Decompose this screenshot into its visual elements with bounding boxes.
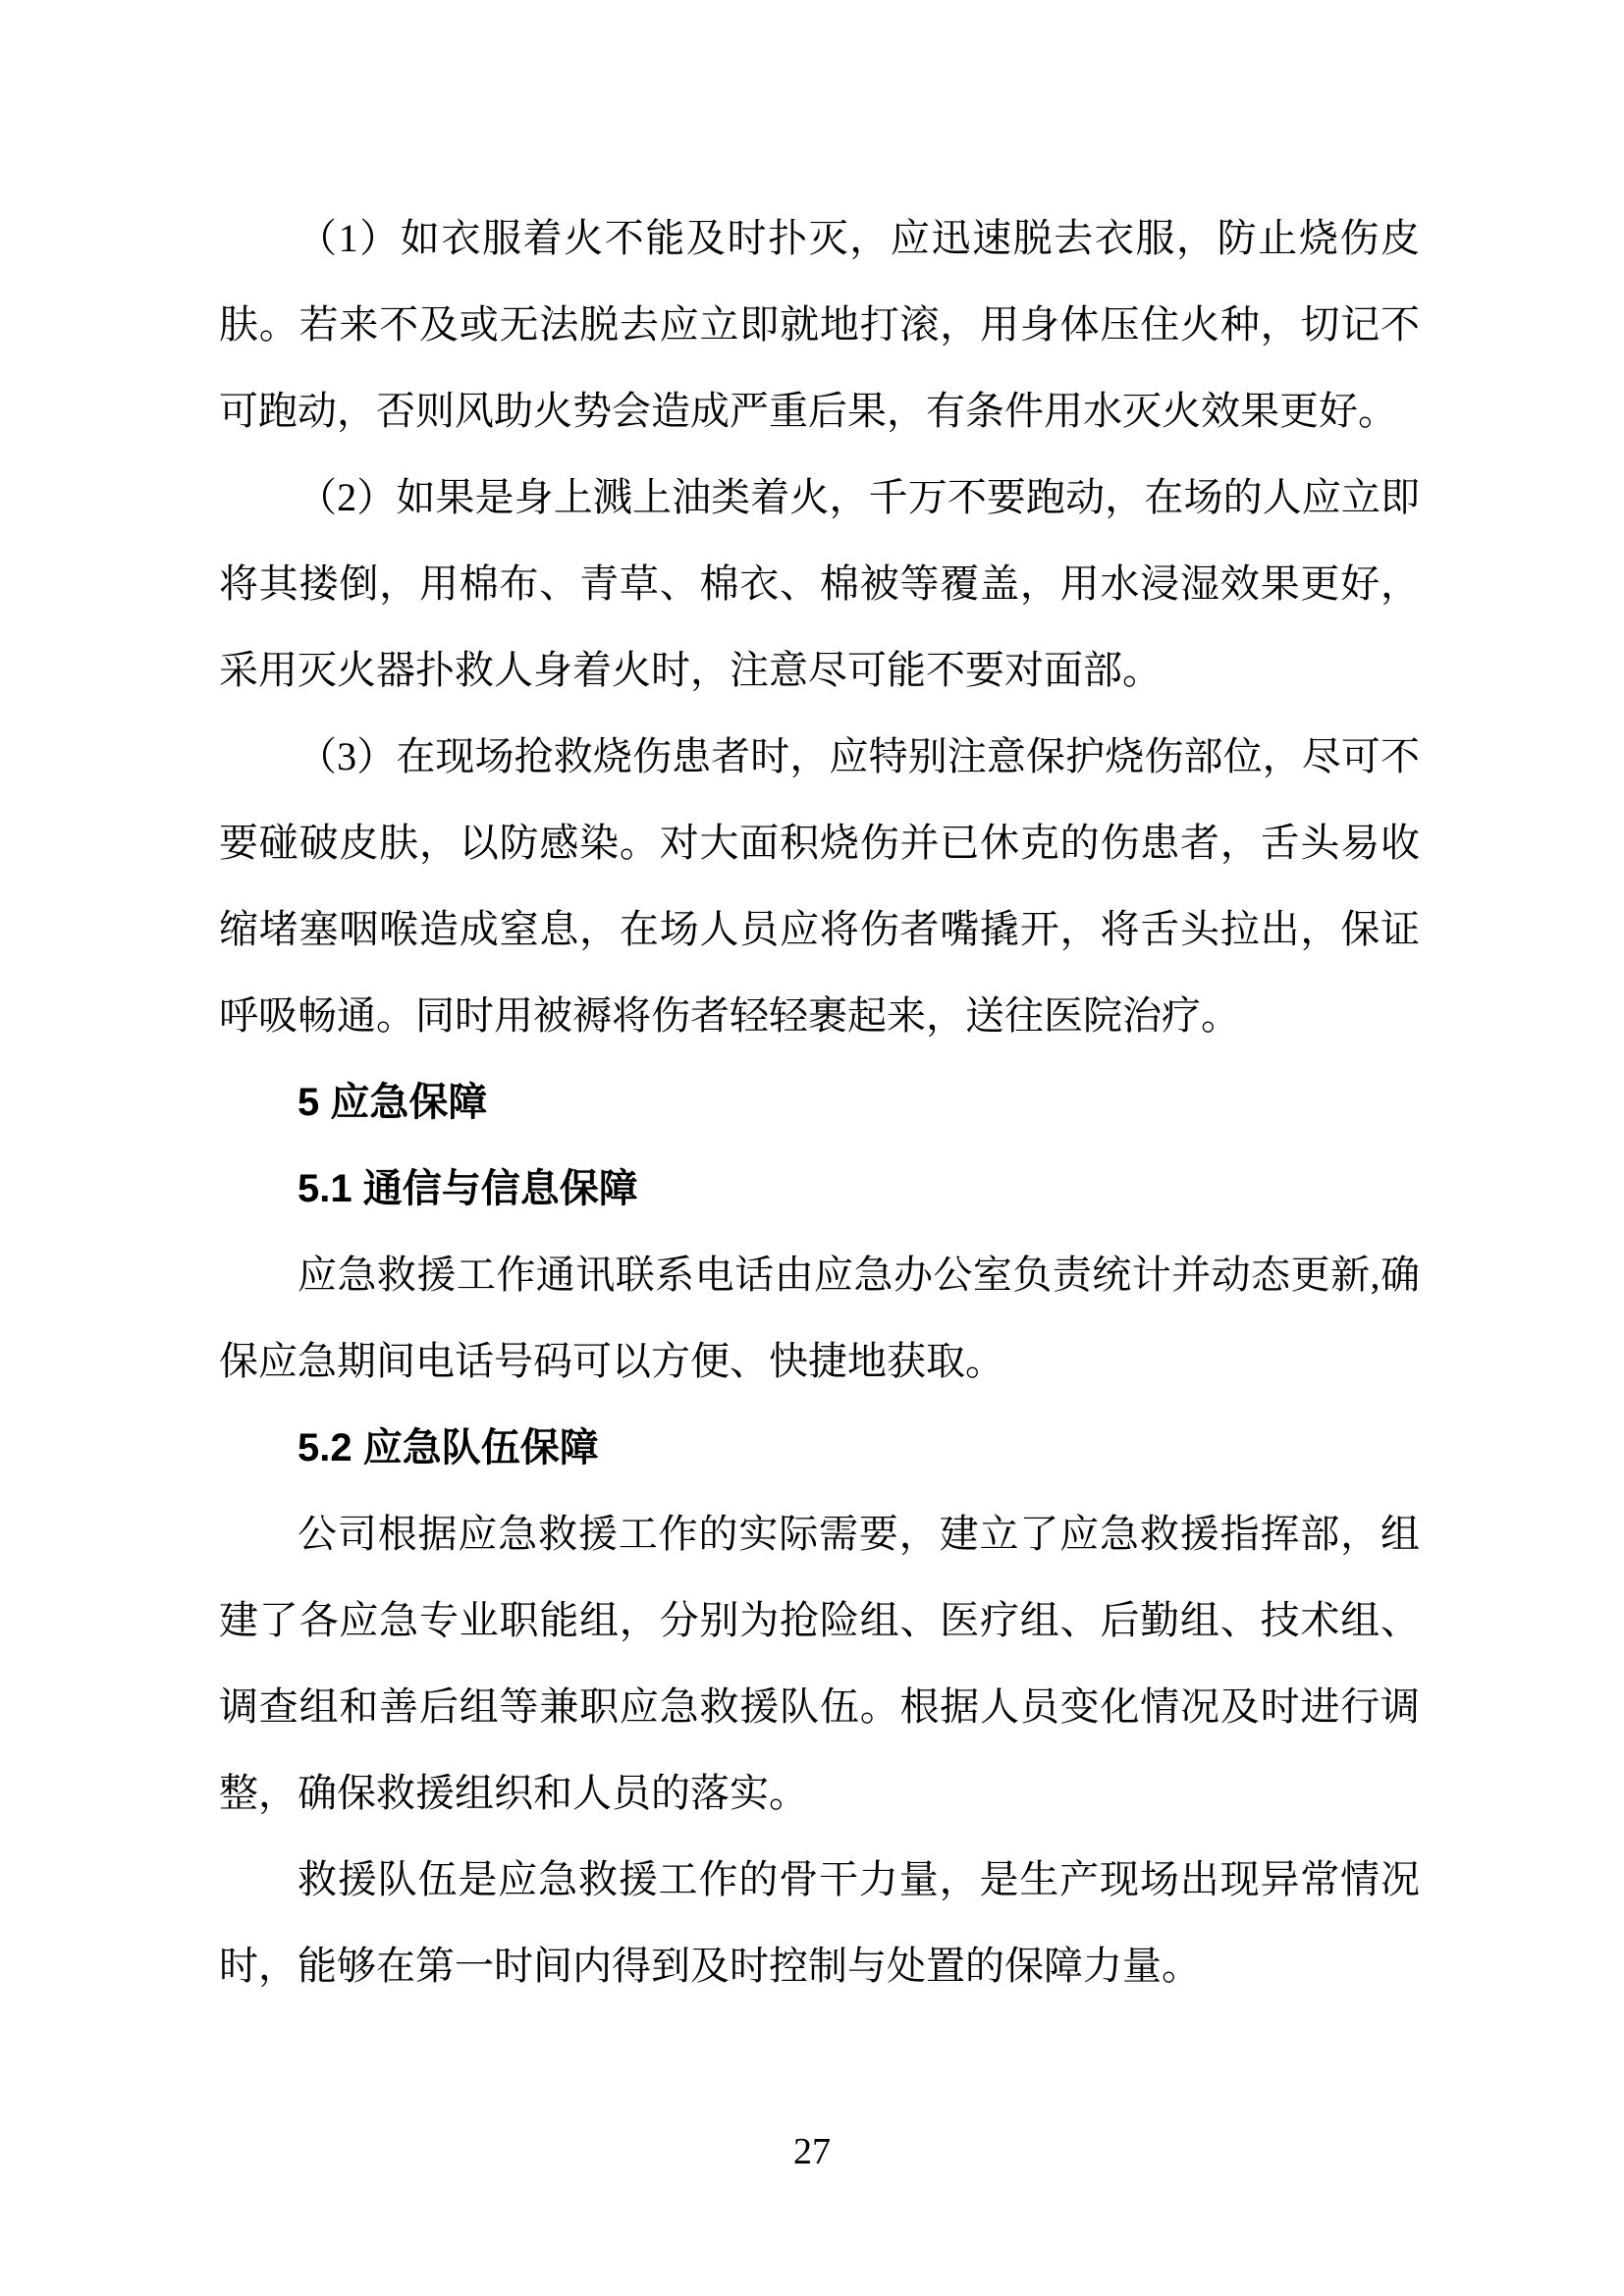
- section-heading-5: 5 应急保障: [298, 1081, 488, 1124]
- paragraph-first-aid-oil-fire: （2）如果是身上溅上油类着火，千万不要跑动，在场的人应立即将其搂倒，用棉布、青草、棉衣、棉被等覆盖，用水浸湿效果更好，采用灭火器扑救人身着火时，注意尽可能不要对面部。: [219, 475, 1420, 692]
- section-heading-5-2: 5.2 应急队伍保障: [298, 1426, 599, 1469]
- paragraph-communication-support: 应急救援工作通讯联系电话由应急办公室负责统计并动态更新,确保应急期间电话号码可以方便、快捷地获取。: [219, 1253, 1420, 1383]
- paragraph-first-aid-clothes-fire: （1）如衣服着火不能及时扑灭，应迅速脱去衣服，防止烧伤皮肤。若来不及或无法脱去应立即就地打滚，用身体压住火种，切记不可跑动，否则风助火势会造成严重后果，有条件用水灭火效果更好。: [219, 216, 1420, 433]
- paragraph-first-aid-burn-rescue: （3）在现场抢救烧伤患者时，应特别注意保护烧伤部位，尽可不要碰破皮肤，以防感染。对大面积烧伤并已休克的伤患者，舌头易收缩堵塞咽喉造成窒息，在场人员应将伤者嘴撬开，将舌头拉出，保证呼吸畅通。同时用被褥将伤者轻轻裹起来，送往医院治疗。: [219, 734, 1420, 1038]
- document-content: [219, 195, 1420, 2009]
- paragraph-rescue-teams: 公司根据应急救援工作的实际需要，建立了应急救援指挥部，组建了各应急专业职能组，分别为抢险组、医疗组、后勤组、技术组、调查组和善后组等兼职应急救援队伍。根据人员变化情况及时进行调整，确保救援组织和人员的落实。: [219, 1512, 1420, 1815]
- section-heading-5-1: 5.1 通信与信息保障: [298, 1167, 638, 1210]
- paragraph-rescue-team-role: 救援队伍是应急救援工作的骨干力量，是生产现场出现异常情况时，能够在第一时间内得到及时控制与处置的保障力量。: [219, 1857, 1420, 1988]
- page-number: 27: [793, 2131, 831, 2172]
